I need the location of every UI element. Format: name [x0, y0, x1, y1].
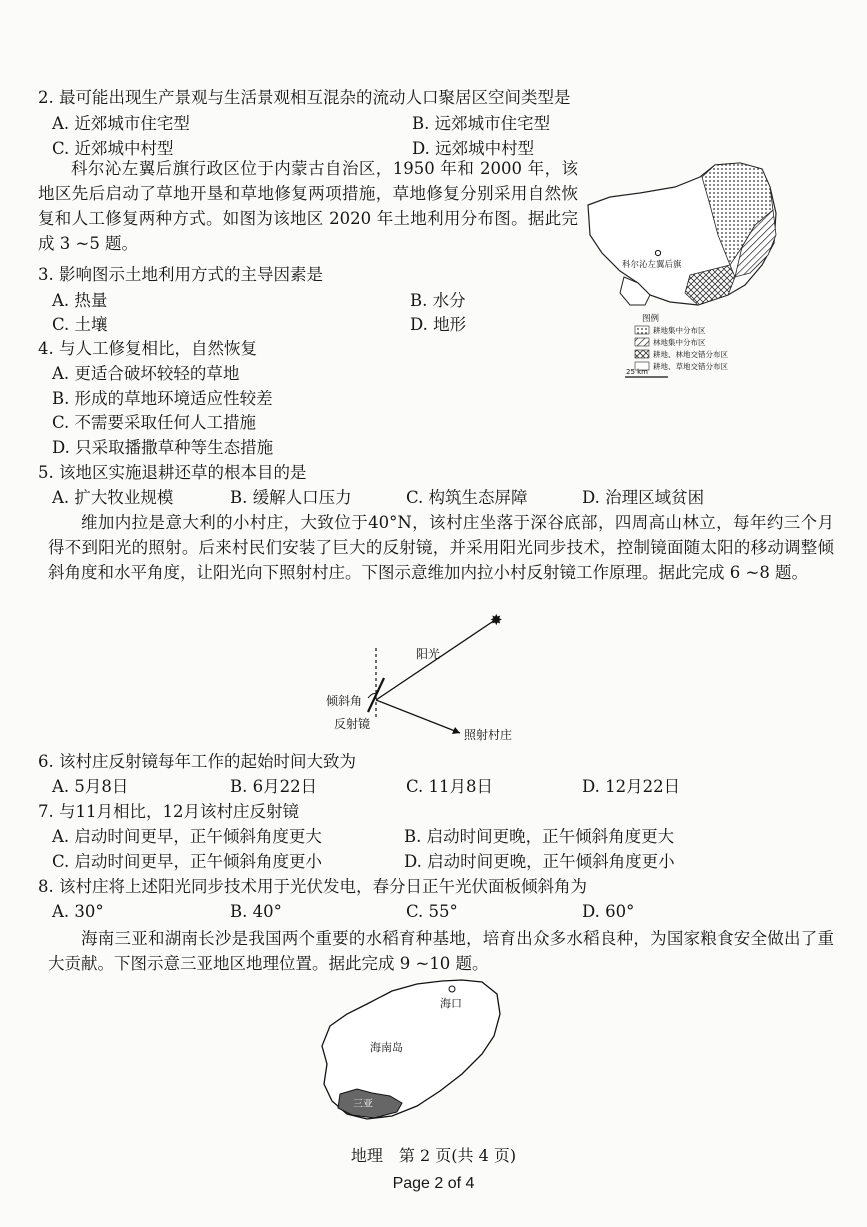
passage-sanya: 海南三亚和湖南长沙是我国两个重要的水稻育种基地，培育出众多水稻良种，为国家粮食安全做出了重大贡献。下图示意三亚地区地理位置。据此完成 9 ~10 题。	[48, 929, 834, 973]
q4-option-b: B. 形成的草地环境适应性较差	[52, 389, 273, 408]
map-label-horqin: 科尔沁左翼后旗	[622, 260, 682, 270]
page-indicator: Page 2 of 4	[392, 1175, 475, 1192]
q7-option-c: C. 启动时间更早，正午倾斜角度更小	[52, 852, 323, 871]
legend-item: 林地集中分布区	[653, 338, 706, 347]
q5-option-a: A. 扩大牧业规模	[52, 488, 174, 507]
q2-option-c: C. 近郊城中村型	[52, 139, 174, 158]
label-tilt-angle: 倾斜角	[326, 694, 363, 708]
legend-item: 耕地集中分布区	[653, 326, 706, 335]
q2-option-a: A. 近郊城市住宅型	[52, 114, 190, 133]
label-sunlight: 阳光	[416, 647, 441, 661]
q6-option-b: B. 6月22日	[230, 777, 318, 796]
q4-option-d: D. 只采取播撒草种等生态措施	[52, 438, 274, 457]
q6-option-a: A. 5月8日	[52, 777, 129, 796]
q3-option-c: C. 土壤	[52, 315, 108, 334]
q4-stem: 4. 与人工修复相比，自然恢复	[38, 339, 257, 358]
q8-option-c: C. 55°	[406, 902, 458, 921]
q6-option-d: D. 12月22日	[582, 777, 681, 796]
mirror-diagram	[290, 608, 530, 748]
sun-icon: ✸	[490, 611, 503, 629]
reflected-ray	[376, 700, 460, 733]
q8-stem: 8. 该村庄将上述阳光同步技术用于光伏发电，春分日正午光伏面板倾斜角为	[38, 877, 587, 896]
q4-option-a: A. 更适合破坏较轻的草地	[52, 364, 240, 383]
q7-option-d: D. 启动时间更晚，正午倾斜角度更小	[404, 852, 675, 871]
q3-stem: 3. 影响图示土地利用方式的主导因素是	[38, 265, 323, 284]
passage-horqin: 科尔沁左翼后旗行政区位于内蒙古自治区，1950 年和 2000 年，该地区先后启动了草地开垦和草地修复两项措施，草地修复分别采用自然恢复和人工修复两种方式。如图为该地区 2020 年土地利用分布图。据此完成 3 ~5 题。	[38, 159, 578, 253]
haikou-marker	[449, 986, 455, 992]
q7-option-b: B. 启动时间更晚，正午倾斜角度更大	[404, 827, 675, 846]
legend-item: 耕地、草地交错分布区	[653, 362, 728, 371]
q4-option-c: C. 不需要采取任何人工措施	[52, 413, 257, 432]
label-haikou: 海口	[440, 997, 462, 1010]
q5-stem: 5. 该地区实施退耕还草的根本目的是	[38, 463, 307, 482]
q6-option-c: C. 11月8日	[406, 777, 494, 796]
q5-option-d: D. 治理区域贫困	[582, 488, 705, 507]
q7-stem: 7. 与11月相比，12月该村庄反射镜	[38, 802, 299, 821]
q2-stem: 2. 最可能出现生产景观与生活景观相互混杂的流动人口聚居区空间类型是	[38, 88, 571, 107]
q6-stem: 6. 该村庄反射镜每年工作的起始时间大致为	[38, 752, 356, 771]
label-mirror: 反射镜	[334, 717, 371, 731]
q8-option-d: D. 60°	[582, 902, 635, 921]
label-village: 照射村庄	[464, 728, 513, 742]
horqin-land-use-map	[580, 155, 790, 380]
label-hainan-island: 海南岛	[370, 1041, 403, 1054]
q5-option-b: B. 缓解人口压力	[230, 488, 352, 507]
q3-option-a: A. 热量	[52, 291, 108, 310]
legend-item: 耕地、林地交错分布区	[653, 350, 728, 359]
q7-option-a: A. 启动时间更早，正午倾斜角度更大	[52, 827, 322, 846]
q2-option-d: D. 远郊城中村型	[412, 139, 535, 158]
hainan-island-map	[312, 976, 512, 1126]
page-footer: 地理 第 2 页(共 4 页)	[350, 1146, 517, 1165]
scale-label: 25 km	[626, 368, 649, 376]
q3-option-d: D. 地形	[410, 315, 467, 334]
label-sanya: 三亚	[353, 1099, 373, 1110]
passage-viganella: 维加内拉是意大利的小村庄，大致位于40°N，该村庄坐落于深谷底部，四周高山林立，每年约三个月得不到阳光的照射。后来村民们安装了巨大的反射镜，并采用阳光同步技术，控制镜面随太阳的移动调整倾斜角度和水平角度，让阳光向下照射村庄。下图示意维加内拉小村反射镜工作原理。据此完成 6 ~8 题。	[48, 513, 834, 582]
q3-option-b: B. 水分	[410, 291, 466, 310]
q8-option-b: B. 40°	[230, 902, 282, 921]
county-seat-marker	[655, 250, 660, 255]
q8-option-a: A. 30°	[52, 902, 104, 921]
legend-title: 图例	[642, 314, 660, 324]
q2-option-b: B. 远郊城市住宅型	[412, 114, 551, 133]
q5-option-c: C. 构筑生态屏障	[406, 488, 528, 507]
